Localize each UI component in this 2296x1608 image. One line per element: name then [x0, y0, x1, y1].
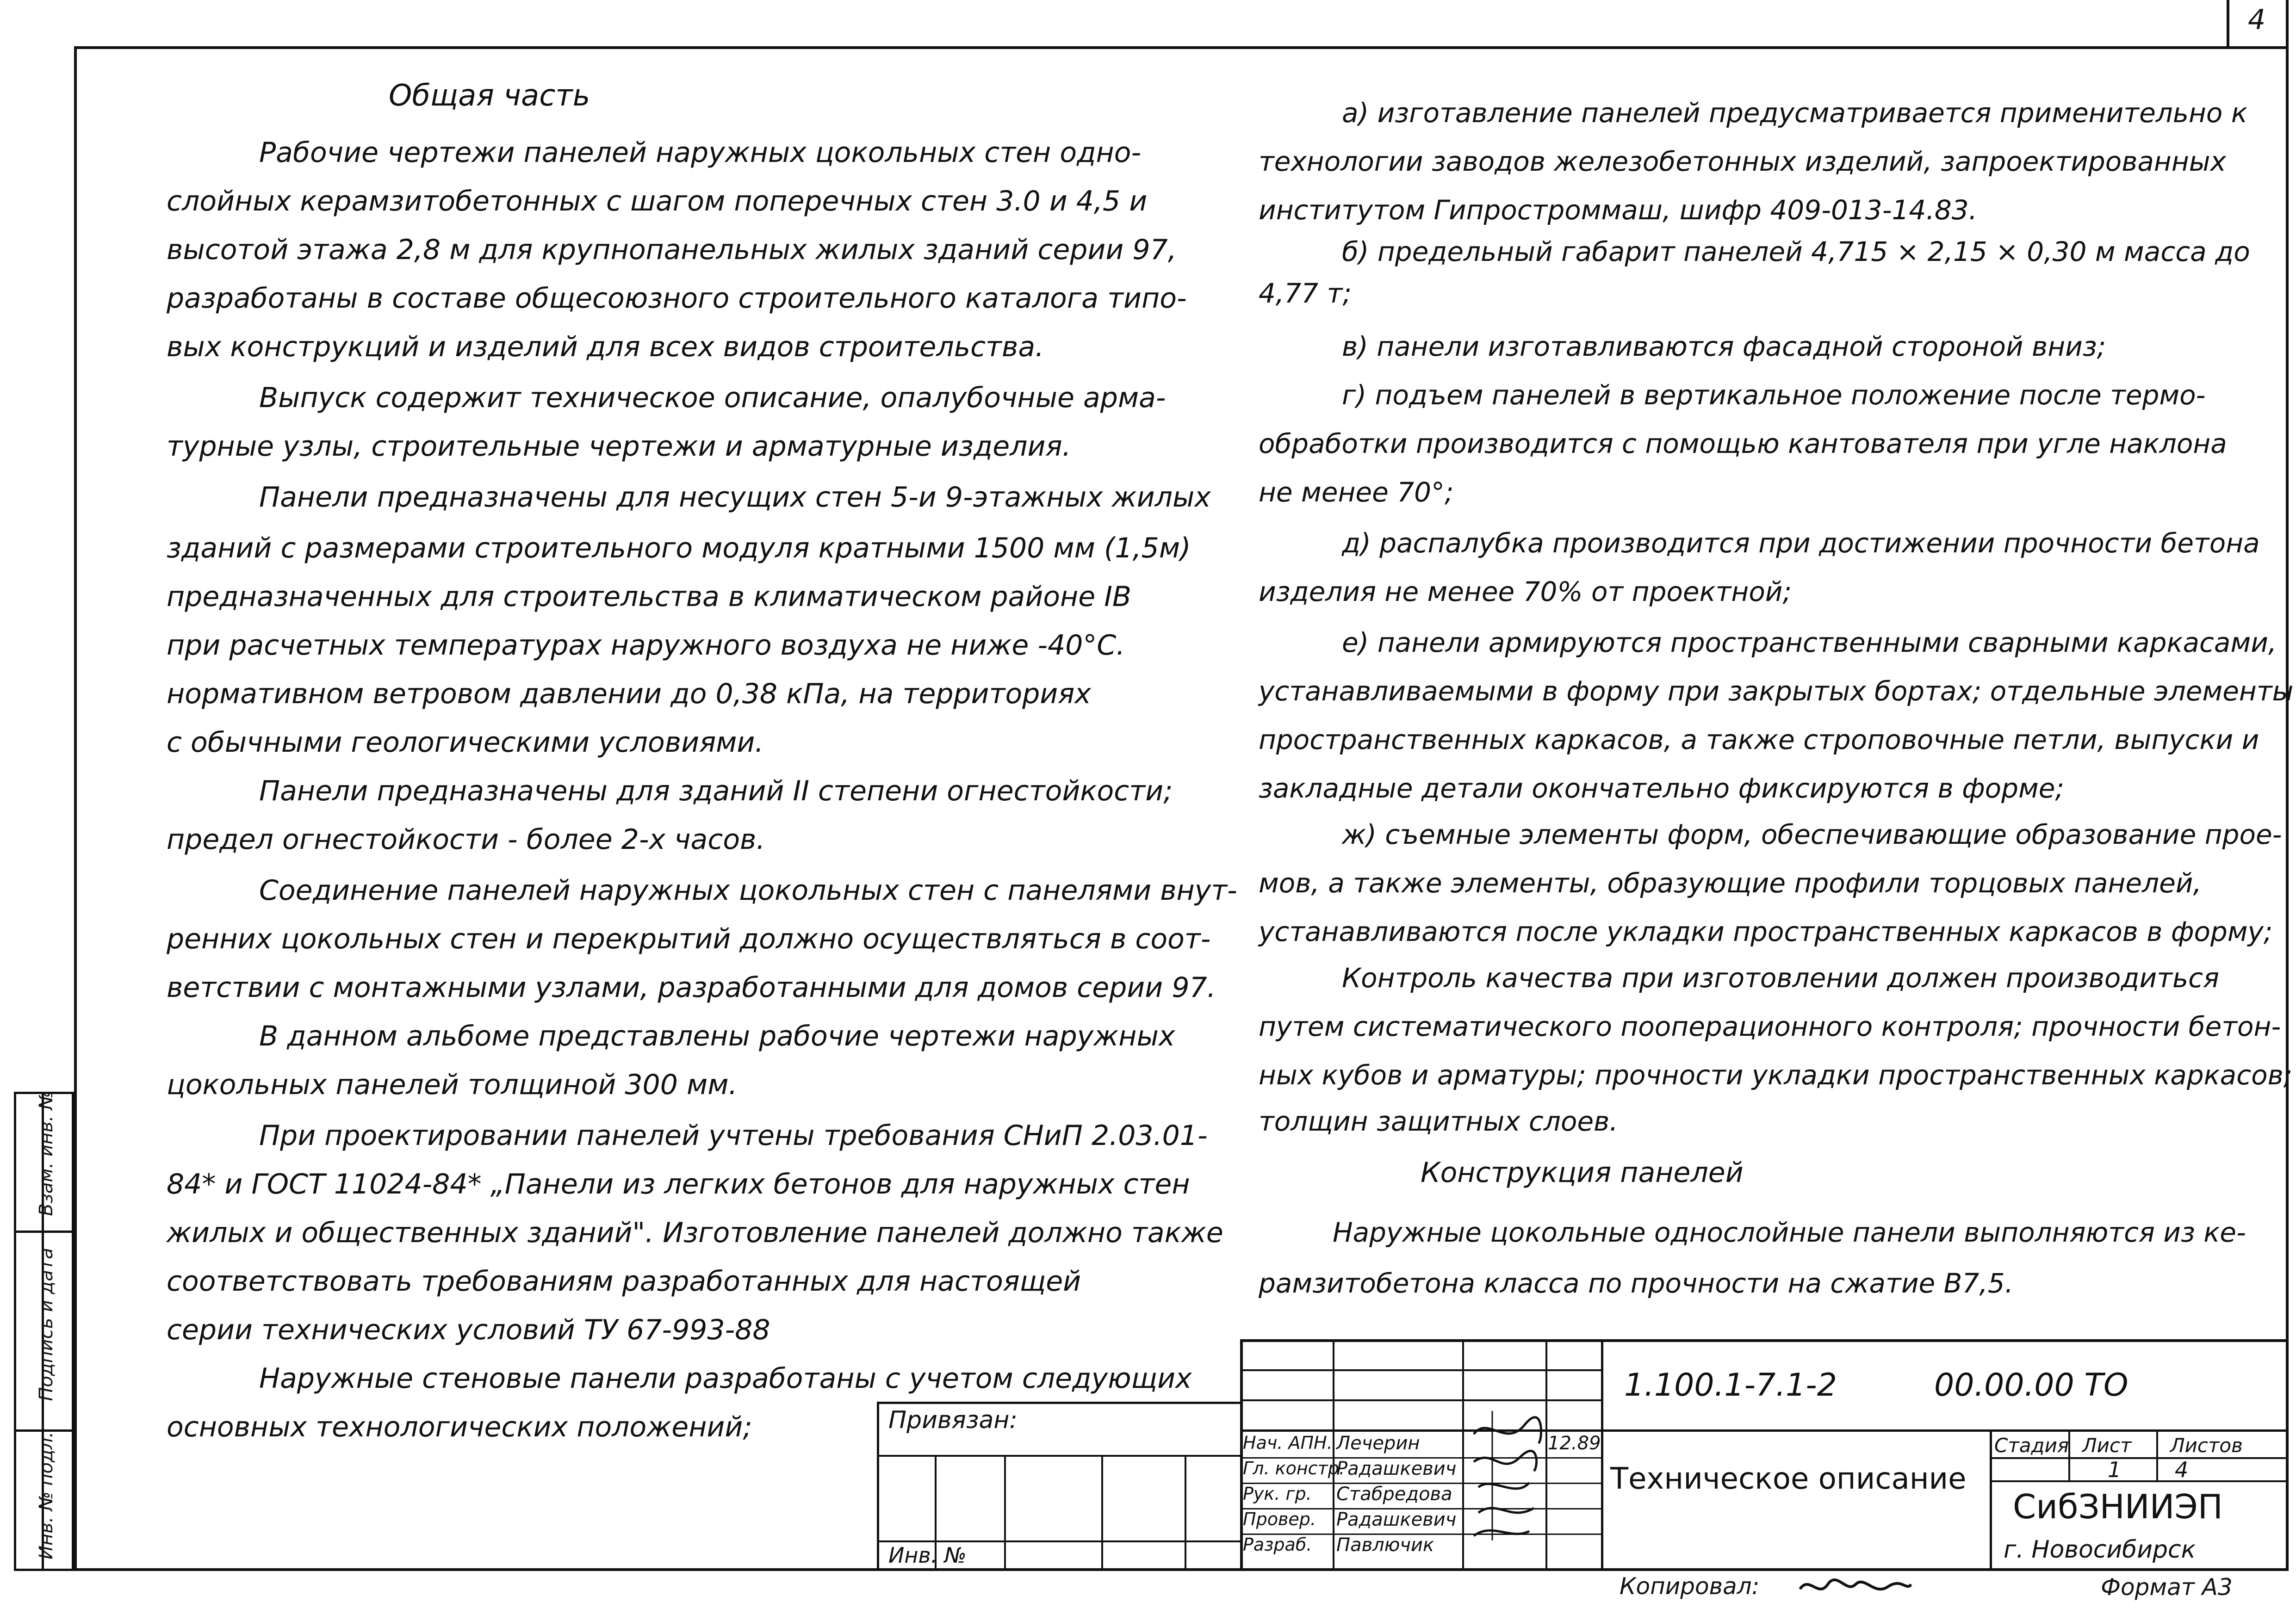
tb-doc-title: Техническое описание: [1610, 1462, 1967, 1496]
copied-signature: [1795, 1571, 1916, 1603]
right-text-line: ж) съемные элементы форм, обеспечивающие образование прое-: [1342, 819, 2282, 850]
left-text-line: турные узлы, строительные чертежи и арматурные изделия.: [167, 430, 1071, 463]
tb-line: [1990, 1457, 2289, 1459]
right-text-line: б) предельный габарит панелей 4,715 × 2,15 × 0,30 м масса до: [1342, 236, 2250, 267]
right-text-line: д) распалубка производится при достижении прочности бетона: [1342, 527, 2260, 559]
left-text-line: вых конструкций и изделий для всех видов строительства.: [167, 331, 1044, 363]
right-text-line: толщин защитных слоев.: [1259, 1106, 1618, 1137]
tb-org-name: СибЗНИИЭП: [2013, 1487, 2223, 1526]
tb-line: [1990, 1429, 1992, 1571]
tb-role-label: Гл. констр.: [1243, 1458, 1345, 1478]
left-text-line: слойных керамзитобетонных с шагом поперечных стен 3.0 и 4,5 и: [167, 185, 1148, 217]
tb-role-name: Павлючик: [1336, 1534, 1434, 1556]
side-stamp-label-inv: Инв. № подл.: [36, 1432, 57, 1559]
tb-role-label: Разраб.: [1243, 1534, 1312, 1555]
tb-role-name: Радашкевич: [1336, 1509, 1457, 1530]
right-text-line: Контроль качества при изготовлении должен производиться: [1342, 962, 2219, 994]
tb-role-name: Лечерин: [1336, 1433, 1420, 1454]
left-text-line: ренних цокольных стен и перекрытий должно осуществляться в соот-: [167, 923, 1211, 955]
right-text-line: институтом Гипростроммаш, шифр 409-013-14.83.: [1259, 194, 1978, 226]
right-text-line: 4,77 т;: [1259, 278, 1352, 309]
construction-text-line: рамзитобетона класса по прочности на сжатие В7,5.: [1259, 1268, 2014, 1299]
tb-line: [1101, 1455, 1103, 1571]
left-text-line: жилых и общественных зданий". Изготовление панелей должно также: [167, 1217, 1223, 1249]
tb-org-city: г. Новосибирск: [2004, 1536, 2196, 1564]
tb-sheet-header: Лист: [2082, 1434, 2132, 1457]
left-text-line: соответствовать требованиям разработанных для настоящей: [167, 1265, 1081, 1298]
right-text-line: а) изготавление панелей предусматривается применительно к: [1342, 97, 2247, 129]
tb-inv-no: Инв. №: [888, 1543, 967, 1568]
tb-privyazan: Привязан:: [888, 1406, 1018, 1434]
left-text-line: серии технических условий ТУ 67-993-88: [167, 1314, 770, 1346]
tb-line: [1240, 1429, 2289, 1432]
sheet-number: 4: [2248, 4, 2266, 36]
left-text-line: Панели предназначены для несущих стен 5-и 9-этажных жилых: [259, 481, 1211, 513]
left-text-line: цокольных панелей толщиной 300 мм.: [167, 1069, 738, 1101]
left-text-line: высотой этажа 2,8 м для крупнопанельных жилых зданий серии 97,: [167, 234, 1177, 266]
tb-role-label: Нач. АПН.: [1243, 1433, 1333, 1453]
left-text-line: Панели предназначены для зданий II степени огнестойкости;: [259, 775, 1173, 807]
tb-doc-code: 1.100.1-7.1-2: [1624, 1367, 1837, 1404]
tb-line: [877, 1402, 879, 1571]
left-text-line: Соединение панелей наружных цокольных стен с панелями внут-: [259, 874, 1237, 907]
tb-line: [1333, 1339, 1334, 1571]
left-text-line: предназначенных для строительства в климатическом районе IВ: [167, 581, 1132, 613]
left-text-line: разработаны в составе общесоюзного строительного каталога типо-: [167, 282, 1187, 315]
tb-line: [2156, 1429, 2158, 1482]
tb-role-label: Рук. гр.: [1243, 1484, 1312, 1504]
tb-doc-number: 00.00.00 ТО: [1934, 1367, 2128, 1404]
section-heading-general: Общая часть: [389, 79, 590, 113]
left-text-line: при расчетных температурах наружного воздуха не ниже -40°С.: [167, 629, 1125, 662]
right-text-line: технологии заводов железобетонных изделий, запроектированных: [1259, 146, 2226, 177]
construction-text-line: Наружные цокольные однослойные панели выполняются из ке-: [1333, 1217, 2246, 1248]
tb-sheet-value: 1: [2108, 1457, 2122, 1482]
tb-line: [1185, 1455, 1186, 1571]
right-text-line: путем систематического пооперационного контроля; прочности бетон-: [1259, 1011, 2281, 1042]
footer-format: Формат А3: [2101, 1574, 2233, 1601]
right-text-line: мов, а также элементы, образующие профили торцовых панелей,: [1259, 867, 2202, 899]
tb-sheets-header: Листов: [2170, 1434, 2243, 1457]
left-text-line: зданий с размерами строительного модуля кратными 1500 мм (1,5м): [167, 532, 1191, 564]
section-heading-construction: Конструкция панелей: [1421, 1157, 1744, 1189]
tb-line: [1240, 1339, 2289, 1342]
tb-line: [1462, 1339, 1464, 1571]
tb-role-name: Стабредова: [1336, 1484, 1452, 1505]
right-text-line: изделия не менее 70% от проектной;: [1259, 576, 1792, 607]
side-stamp-label-vzam: Взам. инв. №: [36, 1090, 57, 1216]
left-text-line: Рабочие чертежи панелей наружных цокольных стен одно-: [259, 136, 1142, 169]
tb-line: [1601, 1339, 1603, 1571]
left-text-line: с обычными геологическими условиями.: [167, 726, 764, 759]
left-text-line: ветствии с монтажными узлами, разработанными для домов серии 97.: [167, 971, 1216, 1004]
right-text-line: обработки производится с помощью кантователя при угле наклона: [1259, 428, 2227, 459]
right-text-line: ных кубов и арматуры; прочности укладки пространственных каркасов;: [1259, 1059, 2293, 1091]
right-text-line: в) панели изготавливаются фасадной стороной вниз;: [1342, 331, 2106, 362]
left-text-line: 84* и ГОСТ 11024-84* „Панели из легких бетонов для наружных стен: [167, 1168, 1190, 1200]
tb-role-label: Провер.: [1243, 1509, 1316, 1529]
right-text-line: закладные детали окончательно фиксируются в форме;: [1259, 773, 2064, 804]
right-text-line: пространственных каркасов, а также строповочные петли, выпуски и: [1259, 724, 2259, 755]
signature-scribbles: [1464, 1406, 1557, 1545]
left-text-line: Выпуск содержит техническое описание, опалубочные арма-: [259, 382, 1166, 414]
right-text-line: не менее 70°;: [1259, 476, 1454, 508]
tb-line: [1240, 1369, 1601, 1371]
footer-copied: Копировал:: [1620, 1573, 1760, 1600]
right-text-line: устанавливаемыми в форму при закрытых бортах; отдельные элементы: [1259, 675, 2294, 707]
right-text-line: устанавливаются после укладки пространственных каркасов в форму;: [1259, 916, 2273, 947]
tb-line: [1990, 1480, 2289, 1482]
left-text-line: Наружные стеновые панели разработаны с учетом следующих: [259, 1362, 1192, 1395]
left-text-line: В данном альбоме представлены рабочие чертежи наружных: [259, 1020, 1175, 1052]
tb-line: [1004, 1455, 1006, 1571]
side-stamp-divider: [14, 1231, 74, 1233]
side-stamp-label-podpis: Подпись и дата: [36, 1248, 57, 1401]
left-text-line: При проектировании панелей учтены требования СНиП 2.03.01-: [259, 1119, 1208, 1152]
tb-line: [877, 1402, 1240, 1404]
left-text-line: предел огнестойкости - более 2-х часов.: [167, 823, 765, 856]
right-text-line: е) панели армируются пространственными сварными каркасами,: [1342, 627, 2277, 658]
tb-date: 12.89: [1548, 1433, 1601, 1454]
left-text-line: основных технологических положений;: [167, 1411, 752, 1443]
right-text-line: г) подъем панелей в вертикальное положение после термо-: [1342, 379, 2206, 411]
left-text-line: нормативном ветровом давлении до 0,38 кПа, на территориях: [167, 678, 1091, 710]
tb-role-name: Радашкевич: [1336, 1458, 1457, 1479]
tb-line: [1240, 1399, 1601, 1401]
tb-stage-header: Стадия: [1994, 1434, 2069, 1457]
tb-sheets-value: 4: [2175, 1457, 2189, 1482]
